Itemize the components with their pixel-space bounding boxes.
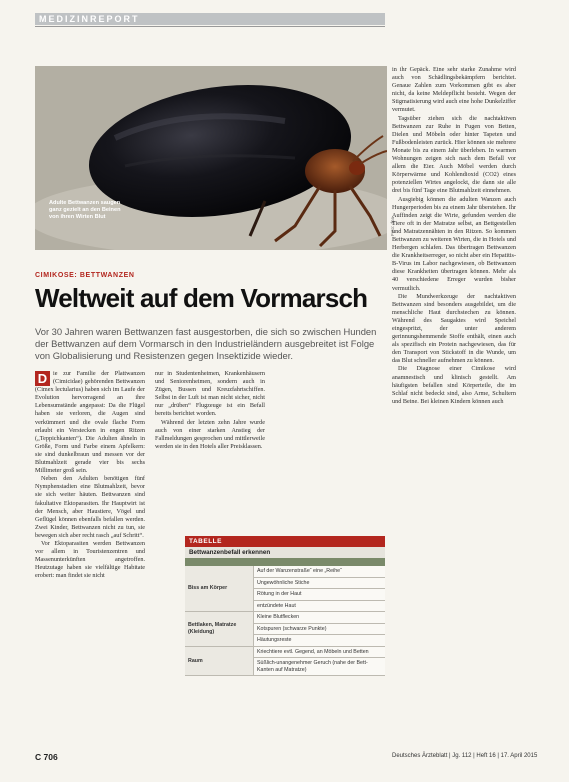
table-cell: entzündete Haut <box>254 600 386 612</box>
column-2 <box>155 370 385 530</box>
table-cell: Süßlich-unangenehmer Geruch (nahe der Bett-Kanten auf Matratze) <box>254 658 386 676</box>
column-3-paragraph-2: Tagsüber ziehen sich die nachtaktiven Bettwanzen zur Ruhe in Fugen von Betten, Dielen und Möbeln oder hinter Tapeten und Fußbodenleisten zurück. Hier können sie mehrere Monate bis zu einem Jahr überleben. In warmen Wohnungen zeigen sich nach dem Befall vor allem die Eier. Auch Möbel werden durch Körperwärme und Kohlendioxid (CO2) eines potenziellen Wirtes angelockt, die dann sie alle drei bis fünf Tage eine Blutmahlzeit einnehmen. <box>392 114 516 195</box>
column-2-paragraph-2: Während der letzten zehn Jahre wurde auch von einer starken Anstieg der Fallmeldungen gesprochen und mittlerweile werden sie in den Hotels aller Preisklassen. <box>155 418 265 450</box>
header-rule <box>35 26 385 27</box>
bedbug-photo <box>35 66 387 250</box>
table-row <box>185 566 385 577</box>
section-header <box>35 13 385 25</box>
column-3-paragraph-1: in ihr Gepäck. Eine sehr starke Zunahme wird auch von Schädlingsbekämpfern berichtet. Genaue Zahlen zum Vorkommen gibt es aber nicht, da keine Meldepflicht besteht. Wegen der Stigmatisierung wird auch eine hohe Dunkelziffer vermutet. <box>392 66 516 114</box>
article-title: Weltweit auf dem Vormarsch <box>35 283 368 313</box>
table-row <box>185 646 385 658</box>
table-row <box>185 612 385 624</box>
table-cell: Kleine Blutflecken <box>254 612 386 624</box>
table-title: Bettwanzenbefall erkennen <box>185 547 385 558</box>
table-cell: Auf der Wanzenstraße“ eine „Reihe“ <box>254 566 386 577</box>
article-kicker: CIMIKOSE: BETTWANZEN <box>35 272 135 279</box>
table-category: Bettlaken, Matratze (Kleidung) <box>185 612 254 647</box>
column-3-paragraph-3: Ausgiebig können die adulten Wanzen auch Hungerperioden bis zu einem Jahr überstehen. Ihr Auffinden zeigt die Wirte, gefunden werden die Tiere oft in der Matratze selbst, an Bettgestellen und Matratzennähten in den Ritzen. So kommen Bettwanzen zu weiteren Wirten, die in Hotels und Herbergen schlafen. Das übertragen Bettwanzen die Krankheitserreger, so nicht aber ein Hepatitis-B-Virus im Labor nachgewiesen, ob Bettwanzen diese Krankheiten übertragen können. Mehr als 40 verschiedene Erreger wurden bisher vermutlich. <box>392 195 516 292</box>
column-1 <box>35 370 145 580</box>
column-2-paragraph-1: nur in Studentenheimen, Krankenhäusern und Seniorenheimen, sondern auch in Zügen, Bussen und Kreuzfahrtschiffen. Selbst in der Luft ist man nicht sicher, nicht nur „drüben“ Flugzeuge ist ein Befall bereits berichtet worden. <box>155 370 265 418</box>
lead-paragraph: Vor 30 Jahren waren Bettwanzen fast ausgestorben, die sich so zwischen Hunden der Bettwanzen auf dem Vormarsch in den Industrieländern ausgebreitet ist Folge von Globalisierung und Resistenzen gegen Insektizide wieder. <box>35 326 377 361</box>
column-3-paragraph-5: Die Diagnose einer Cimikose wird anamnestisch und klinisch gestellt. Am häufigsten befallen sind Körperteile, die im Schlaf nicht bedeckt sind, also Arme, Schultern und Beine. Bei kleinen Kindern können auch <box>392 365 516 405</box>
column-3 <box>392 66 516 406</box>
page-number: C 706 <box>35 752 58 762</box>
article-lead <box>35 326 385 362</box>
table-header-band <box>185 558 385 566</box>
table-category: Biss am Körper <box>185 566 254 612</box>
symptom-grid <box>185 566 385 676</box>
column-1-paragraph-2: Neben den Adulten benötigen fünf Nymphenstadien eine Blutmahlzeit, bevor sie sich weiter häuten. Bettwanzen sind fakultative Ektoparasiten. Ihr Hauptwirt ist der Mensch, aber Haustiere, Vögel und Geflügel können ebenfalls befallen werden. Zwei Kinder, Bettwanzen nicht zu tun, sie bewegen sich aber recht rasch „auf Schritt“. <box>35 475 145 539</box>
paragraph-text: ie zur Familie der Plattwanzen (Cimicidae) gehörenden Bettwanzen (Cimex lectularius) haben sich im Laufe der Evolution hervorragend an ihre Lebensumstände angepasst: Da die Flügel haben sie verloren, die Augen sind verkümmert und die ovale flache Form erlaubt ein Verstecken in engen Ritzen („Teppichkanten“). Die Adulten ähneln in Größe, Form und Farbe einem Apfelkern: sie sind dunkelbraun und messen vor der Blutmahlzeit gerade vier bis sechs Millimeter groß sein. <box>35 370 145 475</box>
photo-credit: Foto: dpa <box>390 216 395 236</box>
table-cell: Häutungsreste <box>254 635 386 647</box>
column-1-paragraph-3: Vor Ektoparasiten werden Bettwanzen vor allem in Touristenzentren und Massenunterkünften angetroffen. Heutzutage haben sie vielfältige Habitate erobert: man findet sie nicht <box>35 539 145 580</box>
table-label: TABELLE <box>185 536 385 547</box>
table-cell: Ungewöhnliche Stiche <box>254 577 386 589</box>
table-category: Raum <box>185 646 254 676</box>
photo-caption: Adulte Bettwanzen saugen ganz gezielt an den Beinen von ihren Wirten Blut <box>49 200 121 220</box>
publication-line: Deutsches Ärzteblatt | Jg. 112 | Heft 16 | 17. April 2015 <box>392 753 538 759</box>
symptom-table <box>185 536 385 676</box>
column-3-paragraph-4: Die Mundwerkzeuge der nachtaktiven Bettwanzen sind besonders ausgebildet, um die menschliche Haut durchstechen zu können. Während des Saugaktes wird Speichel eingespritzt, der unter anderem gerinnungshemmende Stoffe enthält, einen auch als spezifisch ein Protein nachgewiesen, das für den Transport von Stickstoff in die Wunde, um das Blut schneller aufnehmen zu können. <box>392 292 516 365</box>
table-cell: Rötung in der Haut <box>254 589 386 601</box>
table-cell: Kriechtiere evtl. Gegend, an Möbeln und Betten <box>254 646 386 658</box>
table-cell: Kotspuren (schwarze Punkte) <box>254 623 386 635</box>
bedbug-illustration <box>35 66 387 250</box>
column-1-paragraph-1 <box>35 370 145 475</box>
section-label: MEDIZINREPORT <box>39 14 140 24</box>
drop-cap: D <box>35 371 50 386</box>
